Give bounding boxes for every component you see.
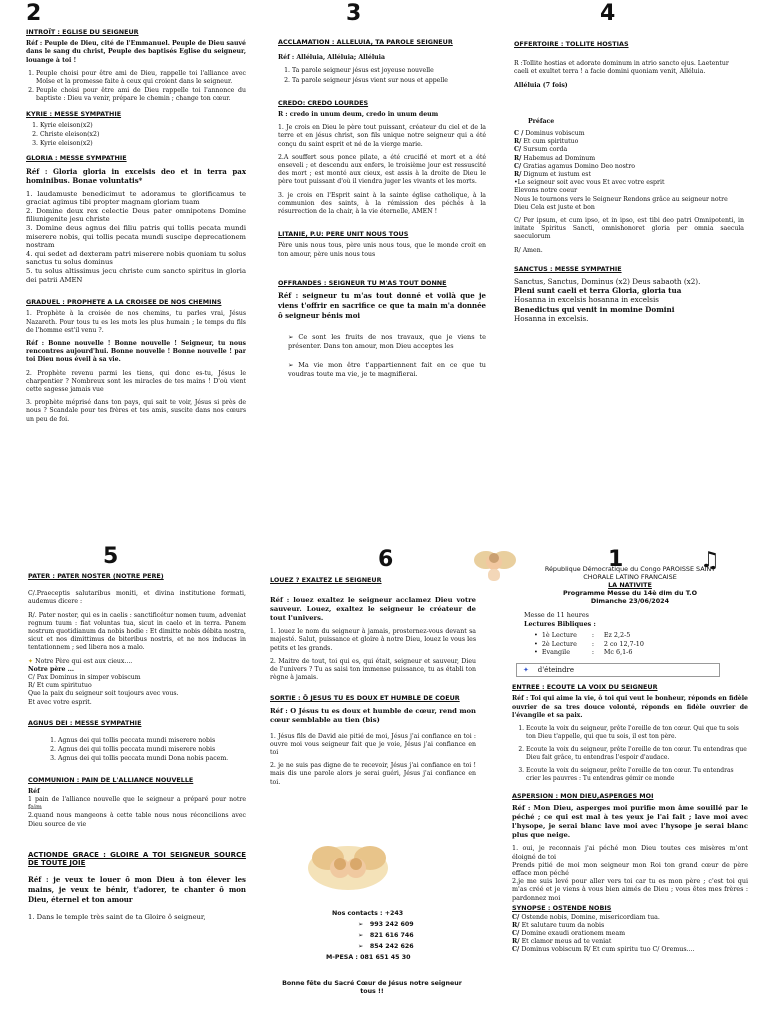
offertoire-alleluia: Alléluia (7 fois) xyxy=(514,81,568,89)
arrow-icon: ➢ xyxy=(288,361,299,370)
arrow-icon: ➢ xyxy=(288,333,299,342)
header-country: République Démocratique du Congo PAROISSE SAINT xyxy=(544,565,716,573)
panel-2 xyxy=(26,22,246,429)
synopse-line: R/ Et clamor meus ad te veniat xyxy=(512,938,612,945)
panel-4 xyxy=(514,34,744,323)
contact-number: ➢ 993 242 609 xyxy=(358,921,414,928)
sanctus-title: SANCTUS : MESSE SYMPATHIE xyxy=(514,264,622,273)
kyrie-line-2: 2. Christe eleison(x2) xyxy=(40,131,246,139)
entree-verse-1: 1. Ecoute la voix du seigneur, prête l'oreille de ton cœur. Qui que tu sois ton Dieu t'appelle, qui que tu sois, il est ton père. xyxy=(526,725,748,742)
synopse-line: C/ Ostende nobis, Domine, misericordiam tua. xyxy=(512,914,660,921)
intro-verse-2: 2. Peuple choisi pour être ami de Dieu rappelle toi l'annonce du baptiste : Dieu va venir, prépare le chemin ; change ton cœur. xyxy=(36,87,246,103)
offertoire-title: OFFERTOIRE : TOLLITE HOSTIAS xyxy=(514,40,629,48)
agnus-line-3: 3. Agnus dei qui tollis peccata mundi Dona nobis pacem. xyxy=(58,755,246,763)
page-number-1: 1 xyxy=(608,547,624,572)
louez-title: LOUEZ ? EXALTEZ LE SEIGNEUR xyxy=(270,576,382,584)
pater-celebrant: C/.Praeceptis salutaribus moniti, et divina institutione formati, audemus dicere : xyxy=(28,590,246,606)
contact-number: ➢ 821 616 746 xyxy=(358,932,414,939)
synopse-title: SYNOPSE : OSTENDE NOBIS xyxy=(512,903,612,912)
contacts-label: Nos contacts : +243 xyxy=(332,910,404,917)
sanctus-line-3: Hosanna in excelsis hosanna in excelsis xyxy=(514,295,659,305)
preface-amen: R/ Amen. xyxy=(514,246,543,254)
louez-verse-2: 2. Maitre de tout, toi qui es, qui était, seigneur et sauveur, Dieu de l'univers ? Tu as saisi ton immense puissance, tu as établi ton règne à jamais. xyxy=(270,657,476,682)
communion-title: COMMUNION : PAIN DE L'ALLIANCE NOUVELLE xyxy=(28,775,194,784)
lecture-row: • 1è Lecture : Ez 2,2-5 xyxy=(534,631,631,640)
candle-icon: ✦ xyxy=(523,665,529,674)
acclamation-verse-2: 2. Ta parole seigneur jésus vient sur nous et appelle xyxy=(292,77,486,85)
page-number-5: 5 xyxy=(103,544,119,569)
bonne-fete: Bonne fête du Sacré Cœur de Jésus notre seigneur tous !! xyxy=(282,980,462,995)
aspersion-title: ASPERSION : MON DIEU,ASPERGES MOI xyxy=(512,791,654,800)
lectures-title: Lectures Bibliques : xyxy=(524,619,596,628)
louez-verse-1: 1. louez le nom du seigneur à jamais, prosternez-vous devant sa majesté. Salut, puissance et gloire à notre Dieu, louez le vous les petits et les grands. xyxy=(270,628,476,652)
gloria-verse-5: 5. tu solus altissimus jecu christe cum sancto spiritus in gloria dei patrii AMEN xyxy=(26,266,246,284)
gloria-title: GLORIA : MESSE SYMPATHIE xyxy=(26,154,127,163)
arrow-icon: ➢ xyxy=(358,921,364,928)
litanie-title: LITANIE, P.U: PERE UNIT NOUS TOUS xyxy=(278,230,409,239)
sortie-verse-2: 2. je ne suis pas digne de te recevoir, Jésus j'ai confiance en toi ! mais dis une parole alors je serai guéri, Jésus j'ai confiance en toi. xyxy=(270,762,476,786)
sortie-refrain: Réf : O Jésus tu es doux et humble de cœur, rend mon cœur semblable au tien (bis) xyxy=(270,706,476,724)
agnus-title: AGNUS DEI : MESSE SYMPATHIE xyxy=(28,718,142,727)
messe-heure: Messe de 11 heures xyxy=(524,611,589,619)
panel-1 xyxy=(512,565,748,954)
preface-doxology: C/ Per ipsum, et cum ipso, et in ipso, est tibi deo patri Omnipotenti, in initate Spiritus Sancti, omnishonoret gloria per omnia saecula saeculorum xyxy=(514,217,744,241)
notre-pere: Notre père ... xyxy=(28,665,75,673)
preface-line: R/ Habemus ad Dominum xyxy=(514,154,596,162)
aspersion-refrain: Réf : Mon Dieu, asperges moi purifie mon âme souillé par le péché ; ce qui est mal à tes yeux je l'ai fait ; lave moi avec l'hysope, je serai blanc lave moi avec l'hysope je serai blanc plus que neige. xyxy=(512,804,748,839)
angel-icon: ✦ xyxy=(28,657,36,665)
intro-title: INTROÏT : EGLISE DU SEIGNEUR xyxy=(26,28,139,36)
preface-line: R/ Dignum et iustum est xyxy=(514,171,591,179)
gloria-verse-2: 2. Domine deux rex celectie Deus pater omnipotens Domine filiunigenite jesu christe xyxy=(26,206,246,224)
credo-verse-1: 1. Je crois en Dieu le père tout puissant, créateur du ciel et de la terre et en jésus christ, son fils unique notre seigneur qui a été conçu du saint esprit et né de la vierge marie. xyxy=(278,124,486,148)
preface-note-3: Nous le tournons vers le Seigneur Rendons grâce au seigneur notre Dieu Cela est juste et bon xyxy=(514,195,728,211)
offrandes-title: OFFRANDES : SEIGNEUR TU M'AS TOUT DONNE xyxy=(278,278,447,287)
kyrie-line-1: 1. Kyrie eleison(x2) xyxy=(40,122,246,130)
gloria-verse-4: 4. qui sedet ad dexteram patri miserere nobis quoniam tu solus sanctus tu solus dominus xyxy=(26,249,246,267)
preface-lines xyxy=(514,130,744,179)
communion-verse-2: 2.quand nous mangeons à cette table nous nous réconcilions avec Dieu source de vie xyxy=(28,812,246,828)
credo-refrain: R : credo in unum deum, credo in unum deum xyxy=(278,111,439,119)
page-number-2: 2 xyxy=(26,1,42,26)
litanie-text: Père unis nous tous, père unis nous tous, que le monde croit en ton amour, père unis nous tous xyxy=(278,242,486,258)
pater-title: PATER : PATER NOSTER (NOTRE PERE) xyxy=(28,572,164,580)
kyrie-title: KYRIE : MESSE SYMPATHIE xyxy=(26,109,122,118)
intro-refrain: Réf : Peuple de Dieu, cité de l'Emmanuel. Peuple de Dieu sauvé dans le sang du christ, Peuple des baptisés Eglise du seigneur, louange à toi ! xyxy=(26,40,246,64)
panel-5 xyxy=(28,566,246,921)
agnus-line-2: 2. Agnus dei qui tollis peccata mundi miserere nobis xyxy=(58,746,246,754)
aspersion-verse-2: 2.je me suis levé pour aller vers toi car tu es mon père ; c'est toi qui m'as créé et je viens à vous bien aimés de Dieu ; vous êtes mes frères : pardonnez moi xyxy=(512,877,748,902)
header-nativite: LA NATIVITE xyxy=(608,581,652,589)
gloria-refrain: Réf : Gloria gloria in excelsis deo et in terra pax hominibus. Bonae voluntatis* xyxy=(26,166,246,185)
synopse-line: C/ Domine exaudi orationem meam xyxy=(512,930,626,937)
kyrie-line-3: 3. Kyrie eleison(x2) xyxy=(40,140,246,148)
pax-french-1: Que la paix du seigneur soit toujours avec vous. xyxy=(28,690,179,698)
sortie-title: SORTIE : Ô JESUS TU ES DOUX ET HUMBLE DE COEUR xyxy=(270,694,460,703)
action-grace-verse-1: 1. Dans le temple très saint de ta Gloire ô seigneur, xyxy=(28,913,206,922)
synopse-line: C/ Dominus vobiscum R/ Et cum spiritu tuo C/ Oremus.... xyxy=(512,946,695,953)
offertoire-text: R :Tollite hostias et adorate dominum in atrio sancto ejus. Laetentur caeli et exultet terra ! a facie domini quoniam venit, Alléluia. xyxy=(514,60,729,76)
gloria-verse-3: 3. Domine deus agnus dei filiu patris qui tollis pecata mundi miserere nobis, qui tollis pecata mundi suscipe deprecationem nostram xyxy=(26,224,246,250)
graduel-verse-2: 2. Prophète revenu parmi les tiens, qui donc es-tu, Jésus le charpentier ? Nombreux sont les miracles de tes mains ! D'où vient cette sagesse jamais vue xyxy=(26,369,246,393)
header-chorale: CHORALE LATINO FRANCAISE xyxy=(583,573,677,581)
entree-verse-2: 2. Ecoute la voix du seigneur, prête l'oreille de ton cœur. Tu entendras que Dieu fait grâce, tu entendras l'espoir d'audace. xyxy=(526,746,748,763)
offrandes-verse-2: ➢ Ma vie mon être t'appartiennent fait en ce que tu voudras toute ma vie, je te magnifierai. xyxy=(288,361,486,379)
pax-response: R/ Et cum spiritutuo xyxy=(28,682,92,690)
credo-verse-2: 2.A souffert sous ponce pilate, a été crucifié et mort et a été enseveli ; et descendu aux enfers, le troisième jour est ressuscité des mort ; est monté aux cieux, est assis à la droite de Dieu le père tout puissant d'où il viendra juger les vivants et les morts. xyxy=(278,153,486,186)
header-date: Dimanche 23/06/2024 xyxy=(590,597,670,605)
offrandes-verse-1: ➢ Ce sont les fruits de nos travaux, que je viens te présenter. Dans ton amour, mon Dieu acceptes les xyxy=(288,333,486,351)
preface-note-2: Elevons notre coeur xyxy=(514,187,578,195)
acclamation-refrain: Réf : Alléluia, Alléluia; Alléluia xyxy=(278,54,386,62)
louez-refrain: Réf : louez exaltez le seigneur acclamez Dieu votre sauveur. Louez, exaltez le seigneur le créateur de tout l'univers. xyxy=(270,596,476,623)
contact-number: ➢ 854 242 626 xyxy=(358,943,414,950)
contacts-block xyxy=(320,908,450,963)
preface-line: C/ Gratias agamus Domino Deo nostro xyxy=(514,162,635,170)
acclamation-verse-1: 1. Ta parole seigneur jésus est joyeuse nouvelle xyxy=(292,67,486,75)
graduel-refrain: Réf : Bonne nouvelle ! Bonne nouvelle ! Seigneur, tu nous rencontres aujourd'hui. Bonne nouvelle ! Bonne nouvelle ! par toi Dieu nous éveil à sa vie. xyxy=(26,339,246,364)
sortie-verse-1: 1. Jésus fils de David aie pitié de moi, Jésus j'ai confiance en toi : ouvre moi vous seigneur fait que je voie, Jésus j'ai confiance en toi xyxy=(270,732,476,757)
graduel-title: GRADUEL : PROPHETE A LA CROISEE DE NOS CHEMINS xyxy=(26,298,222,307)
lecture-row: • 2è Lecture : 2 co 12,7-10 xyxy=(534,639,644,648)
intro-verse-1: 1. Peuple choisi pour être ami de Dieu, rappelle toi l'alliance avec Moïse et la promesse faite à ceux qui croient dans le seigneur. xyxy=(36,70,246,86)
arrow-icon: ➢ xyxy=(358,943,364,950)
acclamation-title: ACCLAMATION : ALLELUIA, TA PAROLE SEIGNEUR xyxy=(278,38,453,46)
credo-verse-3: 3. je crois en l'Esprit saint à la sainte église catholique, à la communion des saints, à la rémission des péchés à la résurrection de la chair, à la vie éternelle, AMEN ! xyxy=(278,191,486,216)
sanctus-line-1: Sanctus, Sanctus, Dominus (x2) Deus sabaoth (x2). xyxy=(514,277,701,287)
header-programme: Programme Messe du 14è dim du T.O xyxy=(562,589,698,597)
pax-french-2: Et avec votre esprit. xyxy=(28,698,92,706)
aspersion-verse-1: 1. oui, je reconnais j'ai péché mon Dieu toutes ces misères m'ont éloigné de toi xyxy=(512,844,748,861)
preface-line: C/ Sursum corda xyxy=(514,146,568,154)
credo-title: CREDO: CREDO LOURDES xyxy=(278,98,369,107)
synopse-line: R/ Et salutare tuum da nobis xyxy=(512,922,605,929)
sanctus-line-2: Pleni sunt caeli et terra Gloria, gloria tua xyxy=(514,286,682,296)
page-number-4: 4 xyxy=(600,1,616,26)
action-grace-title: ACTIONDE GRACE : GLOIRE A TOI SEIGNEUR SOURCE DE TOUTE JOIE xyxy=(28,850,246,868)
arrow-icon: ➢ xyxy=(358,932,364,939)
music-notes-icon: ♫ xyxy=(700,548,720,573)
communion-refrain: Réf xyxy=(28,787,40,795)
lecture-row: • Evangile : Mc 6,1-6 xyxy=(534,648,633,657)
action-grace-refrain: Réf : je veux te louer ô mon Dieu à ton élever les mains, je veux te bénir, t'adorer, te chanter ô mon Dieu, éternel et ton amour xyxy=(28,875,246,905)
sanctus-line-4: Benedictus qui venit in momine Domini xyxy=(514,304,675,314)
cherubs-illustration xyxy=(300,830,396,898)
graduel-verse-3: 3. prophète méprisé dans ton pays, qui sait te voir, Jésus si près de nous ? Scandale pour tes frères et tes amis, suscite dans nos cœurs un peu de foi. xyxy=(26,399,246,423)
graduel-verse-1: 1. Prophète à la croisée de nos chemins, tu parles vrai, Jésus Nazareth. Pour tous tu es les mots les plus humain ; le temps du fils de l'homme est'il venu ?. xyxy=(26,310,246,334)
pater-note: ✦ Notre Père qui est aux cieux.... xyxy=(28,657,133,665)
eteindre-box: ✦ d'éteindre xyxy=(516,663,720,677)
panel-3 xyxy=(278,32,486,384)
preface-title: Préface xyxy=(528,117,555,125)
panel-6 xyxy=(270,570,476,792)
agnus-line-1: 1. Agnus dei qui tollis peccata mundi miserere nobis xyxy=(58,737,246,745)
offrandes-refrain: Réf : seigneur tu m'as tout donné et voilà que je viens t'offrir en sacrifice ce que ta main m'a donnée ô seigneur bénis moi xyxy=(278,291,486,321)
mpesa-number: M-PESA : 081 651 45 30 xyxy=(326,954,411,961)
pater-response: R/. Pater noster, qui es in caelis : sanctificétur nomen tuum, adveniat regnum tuum : fiat voluntas tua, sicut in caelo et in terra. Panem nostrum quotidianum da nobis hodie : Et dimitte nobis débita nostra, sicut et nos dimittimus de biteribus nostris, et ne nos inducas in tentationnem ; sed libera nos a malo. xyxy=(28,611,246,652)
pax-celebrant: C/ Pax Dominus in simper vobiscum xyxy=(28,674,141,682)
preface-line: C / Dominus vobiscum xyxy=(514,130,585,138)
sanctus-line-5: Hosanna in excelsis. xyxy=(514,313,589,323)
communion-verse-1: 1 pain de l'alliance nouvelle que le seigneur a préparé pour notre faim xyxy=(28,796,246,812)
entree-refrain: Réf : Toi qui aime la vie, ô toi qui veut le bonheur, réponds en fidèle ouvrier de sa tres douce volonté, réponds en fidèle ouvrier de l'évangile et sa paix. xyxy=(512,695,748,719)
entree-title: ENTREE : ECOUTE LA VOIX DU SEIGNEUR xyxy=(512,683,658,692)
page-number-6: 6 xyxy=(378,547,394,572)
page-number-3: 3 xyxy=(346,1,362,26)
angel-illustration xyxy=(472,542,516,586)
preface-line: R/ Et cum spiritutuo xyxy=(514,138,579,146)
entree-verse-3: 3. Ecoute la voix du seigneur, prête l'oreille de ton cœur. Tu entendras crier les pauvres : Tu entendras gémir ce monde xyxy=(526,767,748,784)
preface-note-1: •Le seigneur soit avec vous Et avec votre esprit xyxy=(514,179,665,187)
aspersion-verse-1b: Prends pitié de moi mon seigneur mon Roi ton grand cœur de père efface mon péché xyxy=(512,860,748,877)
gloria-verse-1: 1. laudamuste benedicimut te adoramus te glorificamus te graciat agimus tibi propter magnam gloriam tuam xyxy=(26,189,246,207)
